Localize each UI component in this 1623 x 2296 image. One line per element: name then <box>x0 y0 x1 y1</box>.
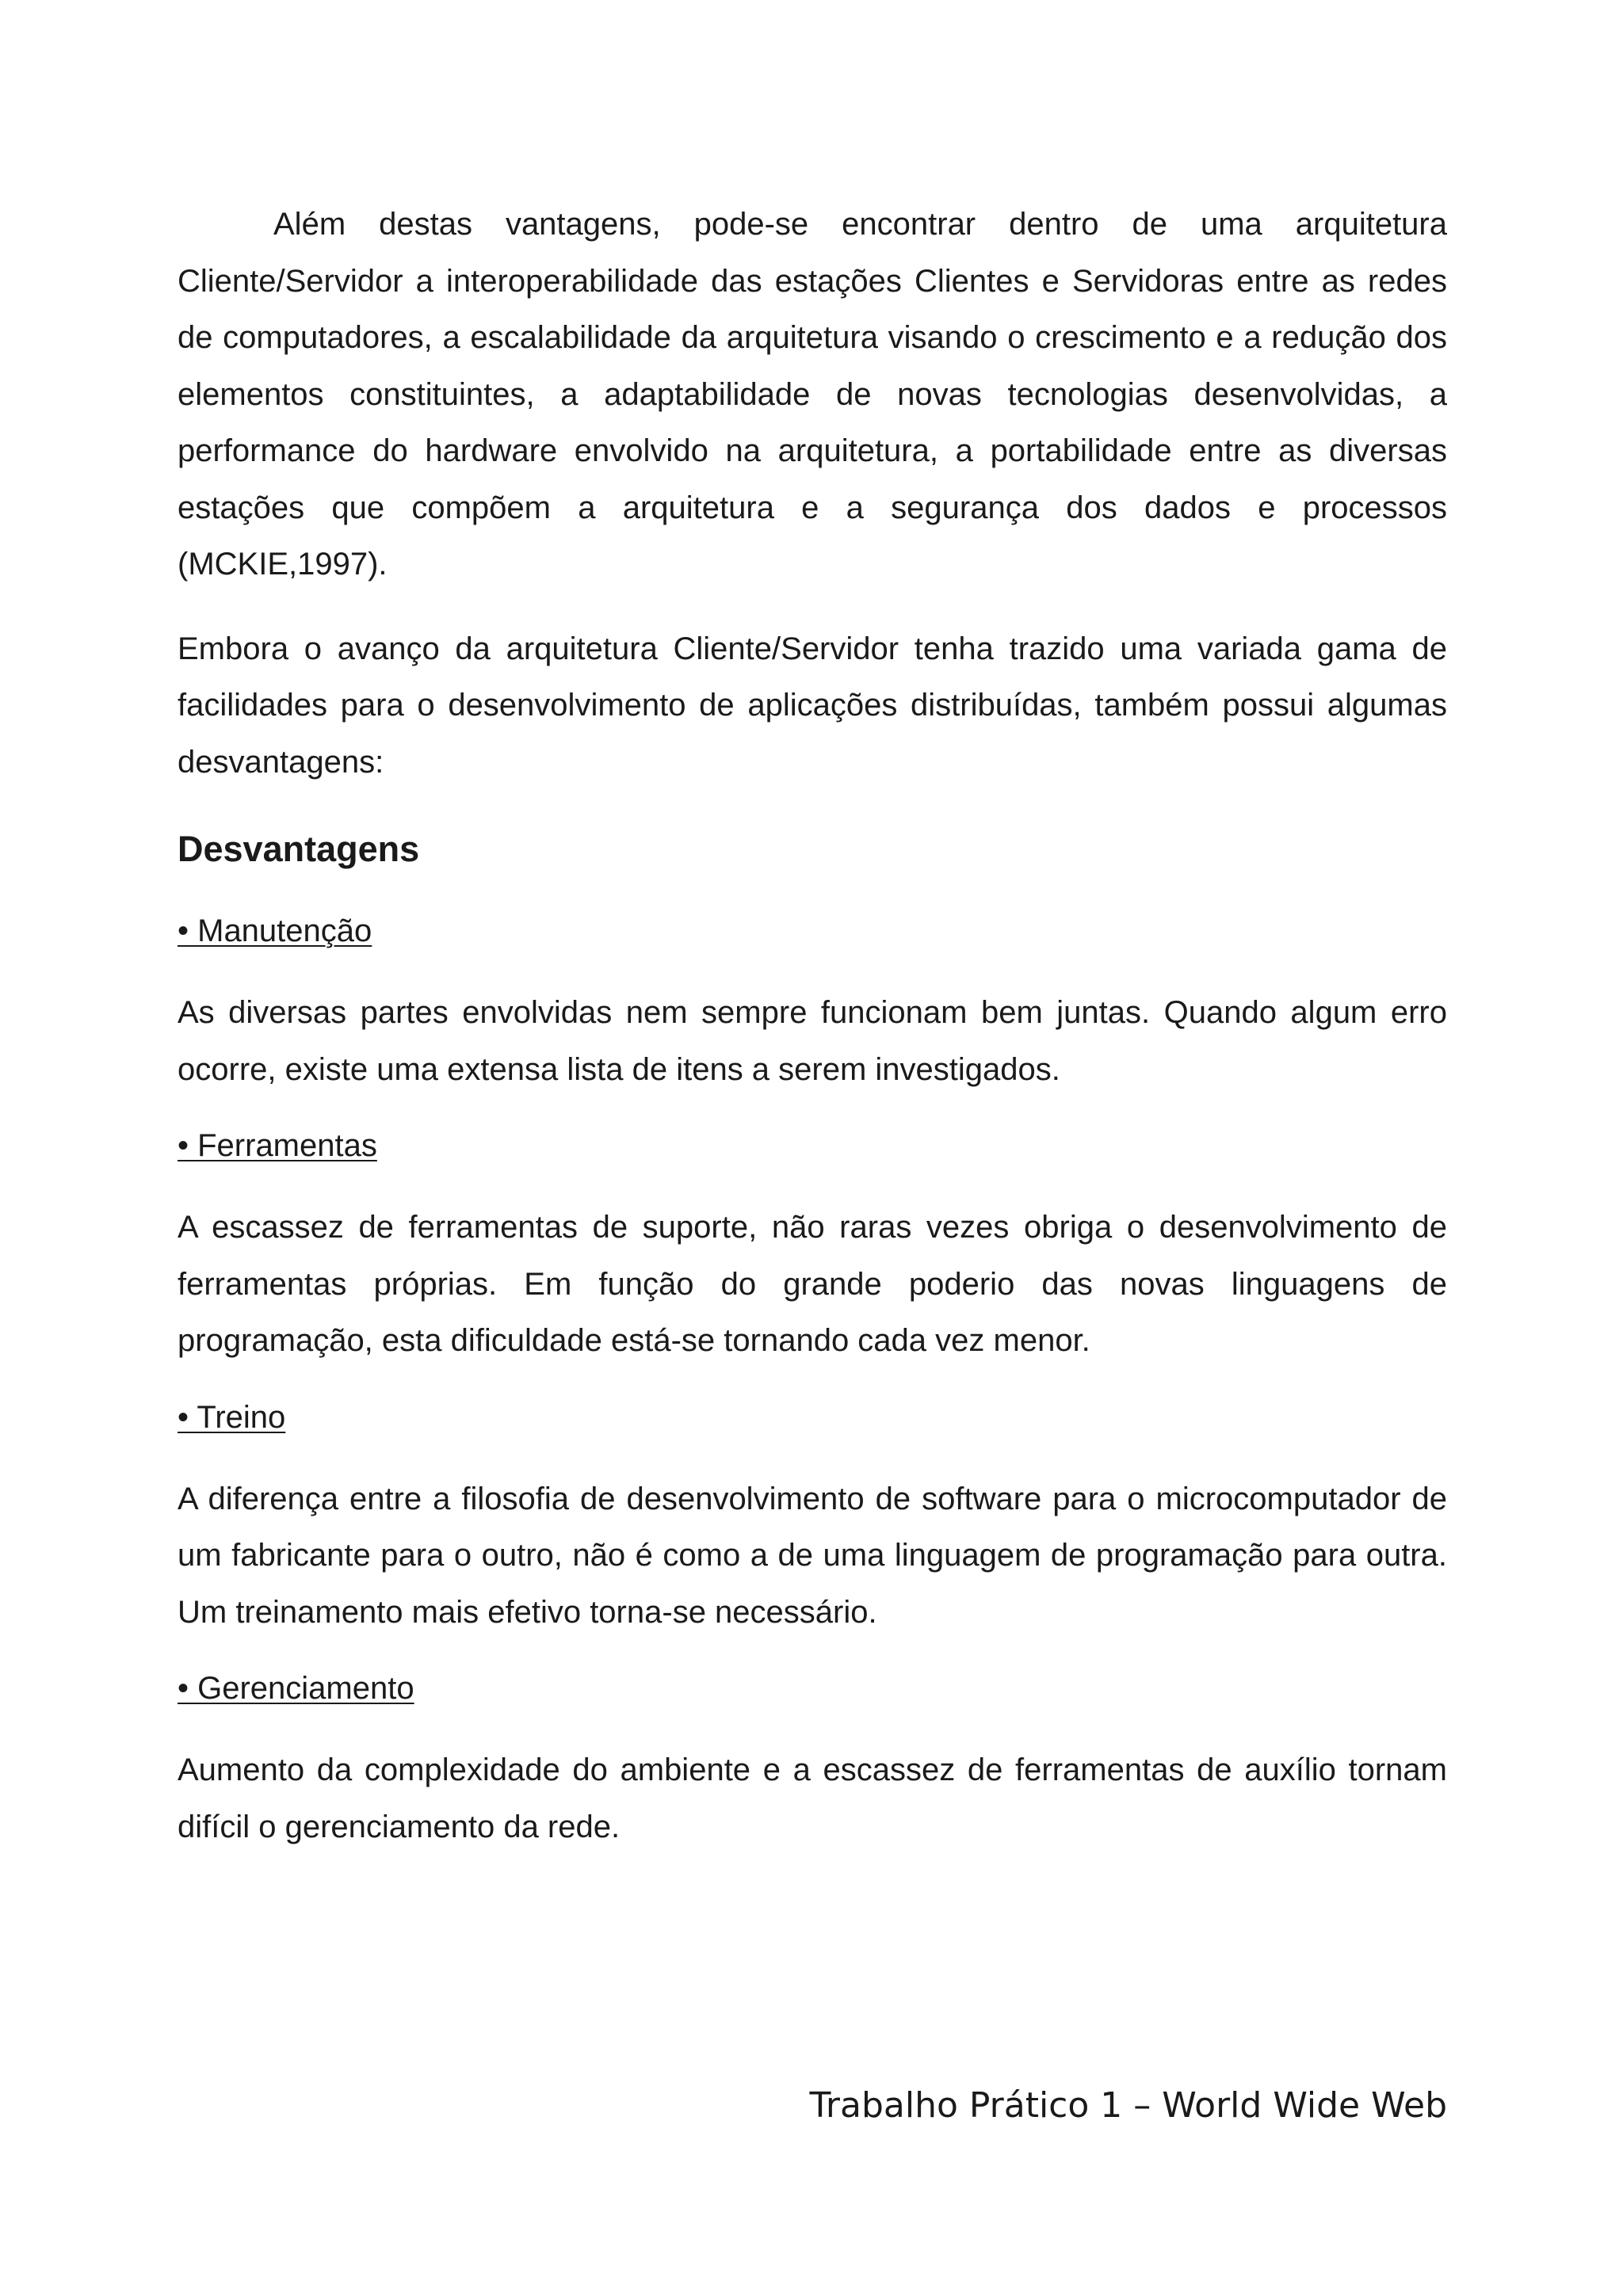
item-heading-manutencao: • Manutenção <box>178 913 372 948</box>
transition-paragraph: Embora o avanço da arquitetura Cliente/Servidor tenha trazido uma variada gama de facilidades para o desenvolvimento de aplicações distribuídas, também possui algumas desvantagens: <box>178 631 1447 780</box>
item-heading-gerenciamento: • Gerenciamento <box>178 1671 414 1706</box>
item-text-manutencao: As diversas partes envolvidas nem sempre funcionam bem juntas. Quando algum erro ocorre, existe uma extensa lista de itens a serem investigados. <box>178 995 1447 1087</box>
item-text-treino: A diferença entre a filosofia de desenvolvimento de software para o microcomputador de um fabricante para o outro, não é como a de uma linguagem de programação para outra. Um treinamento mais efetivo torna-se necessário. <box>178 1481 1447 1630</box>
document-page <box>178 196 1447 1855</box>
item-text-gerenciamento: Aumento da complexidade do ambiente e a escassez de ferramentas de auxílio tornam difícil o gerenciamento da rede. <box>178 1753 1447 1844</box>
intro-paragraph: Além destas vantagens, pode-se encontrar dentro de uma arquitetura Cliente/Servidor a interoperabilidade das estações Clientes e Servidoras entre as redes de computadores, a escalabilidade da arquitetura visando o crescimento e a redução dos elementos constituintes, a adaptabilidade de novas tecnologias desenvolvidas, a performance do hardware envolvido na arquitetura, a portabilidade entre as diversas estações que compõem a arquitetura e a segurança dos dados e processos (MCKIE,1997). <box>178 207 1447 582</box>
page-footer: Trabalho Prático 1 – World Wide Web <box>809 2085 1447 2126</box>
section-heading: Desvantagens <box>178 829 420 869</box>
item-heading-ferramentas: • Ferramentas <box>178 1128 377 1163</box>
item-text-ferramentas: A escassez de ferramentas de suporte, não raras vezes obriga o desenvolvimento de ferramentas próprias. Em função do grande poderio das novas linguagens de programação, esta dificuldade está-se tornando cada vez menor. <box>178 1210 1447 1358</box>
item-heading-treino: • Treino <box>178 1399 286 1435</box>
